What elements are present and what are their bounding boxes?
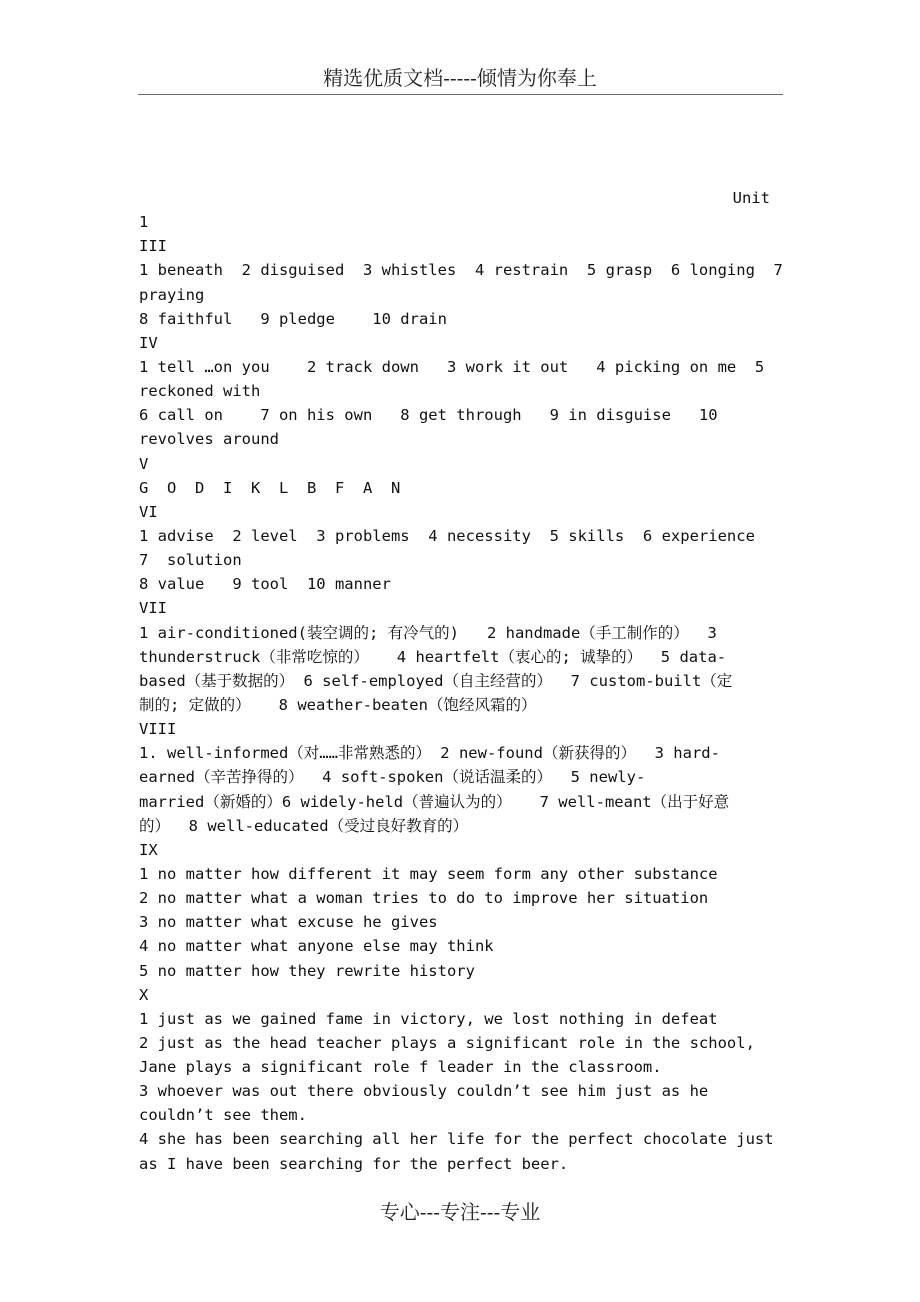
- answer-line: earned（辛苦挣得的） 4 soft-spoken（说话温柔的） 5 newly-: [139, 768, 646, 787]
- section-heading: VII: [139, 599, 167, 618]
- answer-line: 的） 8 well-educated（受过良好教育的）: [139, 816, 469, 835]
- section-heading: IV: [139, 333, 158, 352]
- page-header: 精选优质文档-----倾情为你奉上: [323, 66, 597, 90]
- answer-line: 6 call on 7 on his own 8 get through 9 in disguise 10: [139, 406, 718, 425]
- answer-line: 1 air-conditioned(装空调的; 有冷气的) 2 handmade（手工制作的） 3: [139, 623, 717, 642]
- unit-title: Unit: [732, 189, 770, 207]
- answer-line: 2 no matter what a woman tries to do to improve her situation: [139, 889, 709, 908]
- unit-number: 1: [139, 213, 149, 232]
- section-heading: V: [139, 454, 149, 473]
- page-footer: 专心---专注---专业: [379, 1200, 541, 1224]
- section-heading: IX: [139, 840, 158, 859]
- section-heading: X: [139, 985, 149, 1004]
- answer-line: Jane plays a significant role f leader in the classroom.: [139, 1058, 662, 1077]
- answer-line: 1 just as we gained fame in victory, we lost nothing in defeat: [139, 1009, 718, 1028]
- answer-line: 5 no matter how they rewrite history: [139, 961, 475, 980]
- answer-line: 8 value 9 tool 10 manner: [139, 575, 391, 594]
- answer-line: 1 tell …on you 2 track down 3 work it out 4 picking on me 5: [139, 357, 765, 376]
- answer-line: 3 whoever was out there obviously couldn’t see him just as he: [139, 1082, 709, 1101]
- answer-line: 1 no matter how different it may seem form any other substance: [139, 864, 718, 883]
- answer-line: 7 solution: [139, 551, 242, 570]
- answer-line: 制的; 定做的） 8 weather-beaten（饱经风霜的）: [139, 695, 537, 714]
- answer-line: 1 advise 2 level 3 problems 4 necessity 5 skills 6 experience: [139, 526, 755, 545]
- answer-line: 4 she has been searching all her life for the perfect chocolate just: [139, 1130, 774, 1149]
- answer-line: praying: [139, 285, 205, 304]
- answer-line: 4 no matter what anyone else may think: [139, 937, 494, 956]
- answer-line: as I have been searching for the perfect beer.: [139, 1154, 569, 1173]
- answer-line: G O D I K L B F A N: [139, 478, 401, 497]
- answer-line: couldn’t see them.: [139, 1106, 307, 1125]
- section-heading: VIII: [139, 720, 177, 739]
- answer-line: 1. well-informed（对……非常熟悉的） 2 new-found（新获得的） 3 hard-: [139, 744, 720, 763]
- header-divider: [138, 94, 783, 95]
- answer-line: based（基于数据的） 6 self-employed（自主经营的） 7 custom-built（定: [139, 671, 733, 690]
- answer-line: 1 beneath 2 disguised 3 whistles 4 restrain 5 grasp 6 longing 7: [139, 261, 783, 280]
- section-heading: III: [139, 237, 167, 256]
- answer-line: 8 faithful 9 pledge 10 drain: [139, 309, 447, 328]
- answer-line: 3 no matter what excuse he gives: [139, 913, 438, 932]
- answer-line: reckoned with: [139, 382, 261, 401]
- answer-line: married（新婚的）6 widely-held（普遍认为的） 7 well-meant（出于好意: [139, 792, 730, 811]
- answer-line: thunderstruck（非常吃惊的） 4 heartfelt（衷心的; 诚挚的） 5 data-: [139, 647, 727, 666]
- answer-line: revolves around: [139, 430, 279, 449]
- answer-line: 2 just as the head teacher plays a significant role in the school,: [139, 1033, 755, 1052]
- section-heading: VI: [139, 502, 158, 521]
- document-body: [139, 186, 784, 1176]
